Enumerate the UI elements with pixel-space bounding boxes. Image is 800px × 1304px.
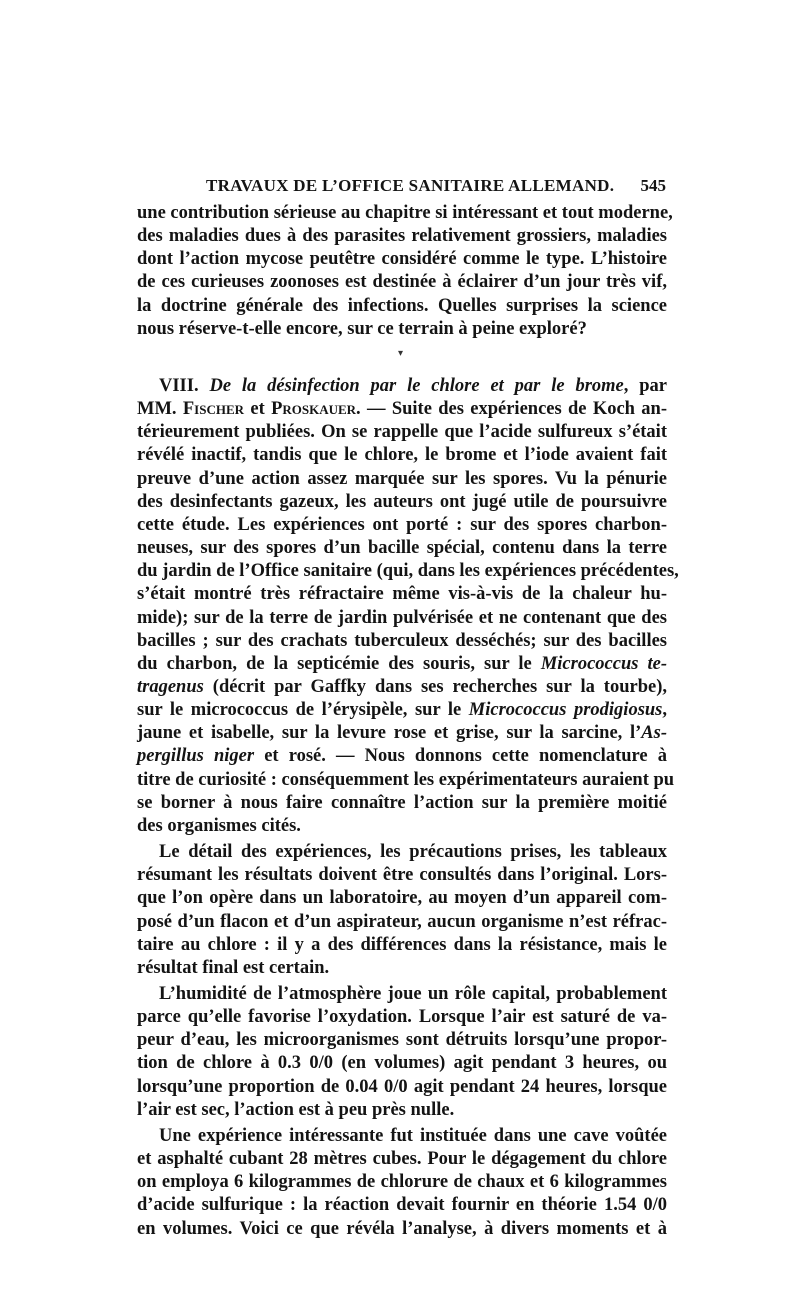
text-line: tragenus (décrit par Gaffky dans ses recherches sur la tourbe), [137,676,667,697]
text-line: preuve d’une action assez marquée sur les spores. Vu la pénurie [137,468,667,489]
running-title: TRAVAUX DE L’OFFICE SANITAIRE ALLEMAND. [206,176,615,195]
text-line: sur le micrococcus de l’érysipèle, sur le Micrococcus prodigiosus, [137,700,668,721]
text-line: taire au chlore : il y a des différences dans la résistance, mais le [137,934,667,955]
section-gap [137,341,667,375]
text-line: des desinfectants gazeux, les auteurs ont jugé utile de poursuivre [137,491,667,512]
stray-mark: ▾ [398,348,404,359]
text-line: dont l’action mycose peutêtre considéré comme le type. L’histoire [137,249,667,270]
text-line: se borner à nous faire connaître l’action sur la première moitié [137,792,667,813]
text-line: résultat final est certain. [137,957,330,978]
text-line: pergillus niger et rosé. — Nous donnons cette nomenclature à [137,746,667,767]
text-line: cette étude. Les expériences ont porté : sur des spores charbon- [137,514,667,535]
text-line: que l’on opère dans un laboratoire, au moyen d’un appareil com- [137,888,667,909]
text-line: de ces curieuses zoonoses est destinée à éclairer d’un jour très vif, [137,272,667,293]
text-line: parce qu’elle favorise l’oxydation. Lorsque l’air est saturé de va- [137,1007,667,1028]
paragraph-section-viii [137,375,679,838]
text-line: peur d’eau, les microorganismes sont détruits lorsqu’une propor- [137,1030,667,1051]
text-line: lorsqu’une proportion de 0.04 0/0 agit pendant 24 heures, lorsque [137,1076,667,1097]
text-line: on employa 6 kilogrammes de chlorure de chaux et 6 kilogrammes [137,1172,667,1193]
text-line: l’air est sec, l’action est à peu près nulle. [137,1099,455,1120]
text-line: d’acide sulfurique : la réaction devait fournir en théorie 1.54 0/0 [137,1195,667,1216]
text-line: posé d’un flacon et d’un aspirateur, aucun organisme n’est réfrac- [137,911,667,932]
text-line: bacilles ; sur des crachats tuberculeux desséchés; sur des bacilles [137,630,667,651]
text-line: térieurement publiées. On se rappelle que l’acide sulfureux s’était [137,422,667,443]
text-line: mide); sur de la terre de jardin pulvérisée et ne contenant que des [137,607,667,628]
text-line: s’était montré très réfractaire même vis-à-vis de la chaleur hu- [137,584,667,605]
text-line: jaune et isabelle, sur la levure rose et grise, sur la sarcine, l’As- [137,723,667,744]
text-line: nous réserve-t-elle encore, sur ce terrain à peine exploré? [137,318,587,339]
text-line: MM. Fischer et Proskauer. — Suite des expériences de Koch an- [137,399,667,420]
text-line: des maladies dues à des parasites relativement grossiers, maladies [137,226,667,247]
paragraph-intro-conclusion [137,202,673,341]
text-line: révélé inactif, tandis que le chlore, le brome et l’iode avaient fait [137,445,667,466]
text-line: neuses, sur des spores d’un bacille spécial, contenu dans la terre [137,538,667,559]
text-line: résumant les résultats doivent être consultés dans l’original. Lors- [137,865,667,886]
paragraph-humidity [137,983,667,1122]
main-text [137,202,679,1241]
text-line: et asphalté cubant 28 mètres cubes. Pour le dégagement du chlore [137,1149,667,1170]
text-line: des organismes cités. [137,815,301,836]
text-line: Une expérience intéressante fut instituée dans une cave voûtée [159,1125,667,1146]
text-line: du jardin de l’Office sanitaire (qui, dans les expériences précédentes, [137,561,679,582]
text-line: titre de curiosité : conséquemment les expérimentateurs auraient pu [137,769,675,790]
text-line: du charbon, de la septicémie des souris, sur le Micrococcus te- [137,653,667,674]
text-line: tion de chlore à 0.3 0/0 (en volumes) agit pendant 3 heures, ou [137,1053,667,1074]
text-line: la doctrine générale des infections. Quelles surprises la science [137,295,667,316]
text-line: une contribution sérieuse au chapitre si intéressant et tout moderne, [137,203,673,223]
text-line: en volumes. Voici ce que révéla l’analyse, à divers moments et à [137,1218,667,1239]
text-line: Le détail des expériences, les précautions prises, les tableaux [159,842,667,863]
running-header [140,176,670,200]
paragraph-cellar-experiment [137,1125,667,1241]
paragraph-experiment-details [137,841,667,980]
text-line: L’humidité de l’atmosphère joue un rôle capital, probablement [159,984,667,1004]
page-number: 545 [640,176,666,195]
section-heading-line: VIII. De la désinfection par le chlore et par le brome, par [159,375,667,396]
